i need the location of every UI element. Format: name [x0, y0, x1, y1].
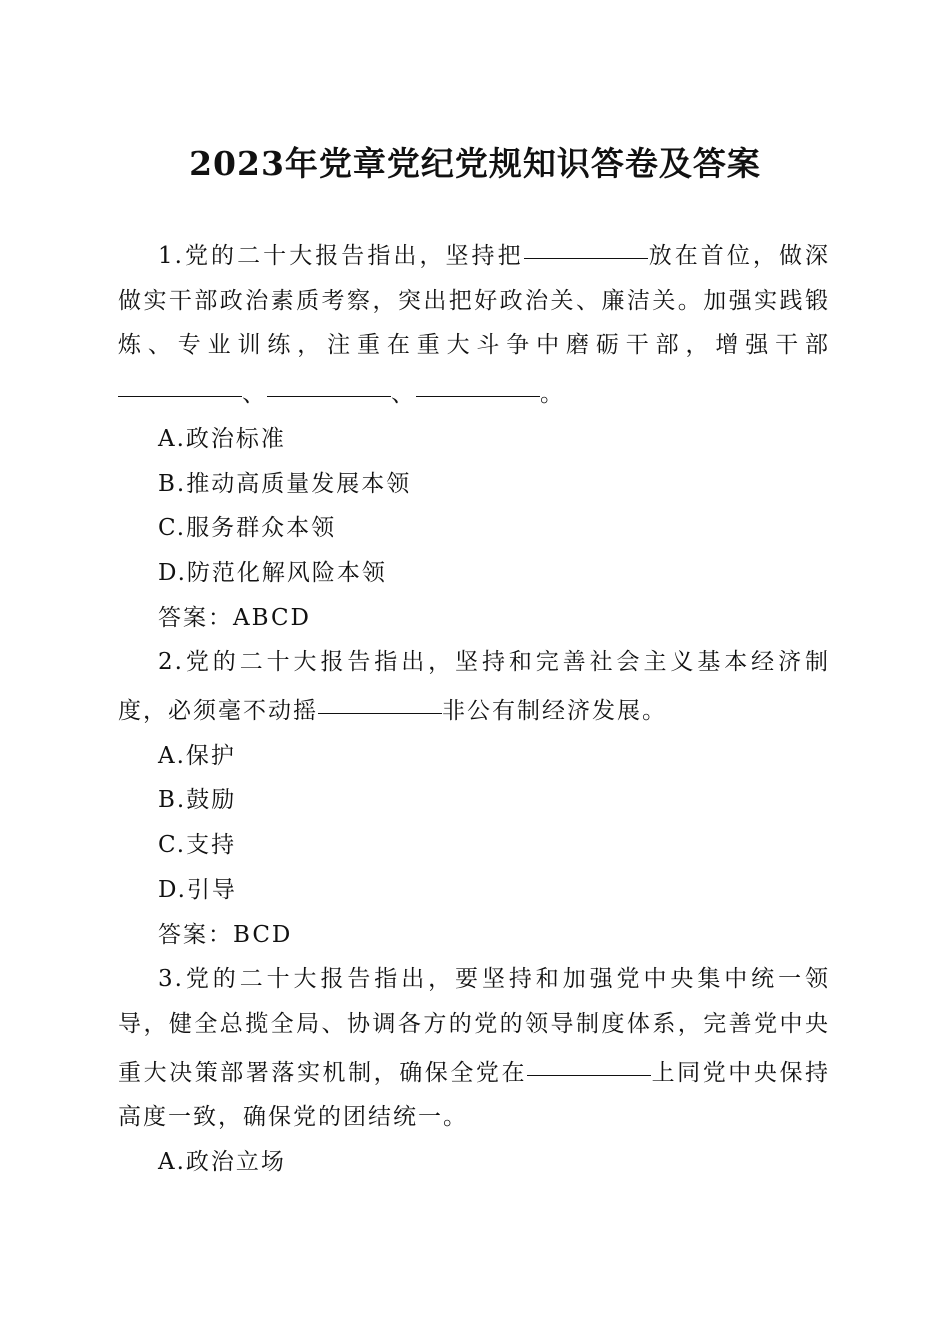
option-a: A.政治标准 [158, 425, 286, 452]
answer-line: 答案：ABCD [158, 604, 311, 631]
option-b: B.推动高质量发展本领 [158, 470, 412, 497]
option-a: A.保护 [158, 742, 236, 769]
question-3-text-a: 3.党的二十大报告指出，要坚持和加强党中央集中统一领导，健全总揽全局、协调各方的党的领导制度体系，完善党中央重大决策部署落实机制，确保全党在 [118, 966, 830, 1086]
option-c: C.服务群众本领 [158, 515, 337, 542]
fill-blank [118, 364, 242, 397]
fill-blank [267, 364, 391, 397]
option-a: A.政治立场 [158, 1149, 286, 1176]
fill-blank [416, 364, 540, 397]
option-c: C.支持 [158, 832, 237, 859]
question-2-stem [118, 640, 830, 733]
question-1-end: 。 [540, 381, 565, 408]
page-title: 2023年党章党纪党规知识答卷及答案 [189, 144, 761, 183]
question-2-text-b: 非公有制经济发展。 [442, 698, 667, 725]
question-1-stem [118, 230, 830, 417]
option-b: B.鼓励 [158, 787, 237, 814]
document-body [118, 230, 830, 1185]
fill-blank [318, 681, 442, 714]
question-3-stem [118, 957, 830, 1140]
question-1-text-a: 1.党的二十大报告指出，坚持把 [158, 243, 524, 269]
fill-blank [524, 226, 648, 259]
option-d: D.防范化解风险本领 [158, 559, 387, 586]
answer-line: 答案：BCD [158, 921, 293, 948]
option-d: D.引导 [158, 876, 237, 903]
fill-blank [527, 1043, 651, 1076]
question-1-separator: 、 [391, 381, 416, 408]
question-1-separator: 、 [242, 381, 267, 408]
question-3-text-b: 上同党中央保持高度一致，确保党的团结统一。 [118, 1059, 831, 1131]
question-2-text-a: 2.党的二十大报告指出，坚持和完善社会主义基本经济制度，必须毫不动摇 [118, 649, 830, 725]
question-1-text-b: 放在首位，做深做实干部政治素质考察，突出把好政治关、廉洁关。加强实践锻炼、专业训练，注重在重大斗争中磨砺干部，增强干部 [118, 243, 831, 359]
